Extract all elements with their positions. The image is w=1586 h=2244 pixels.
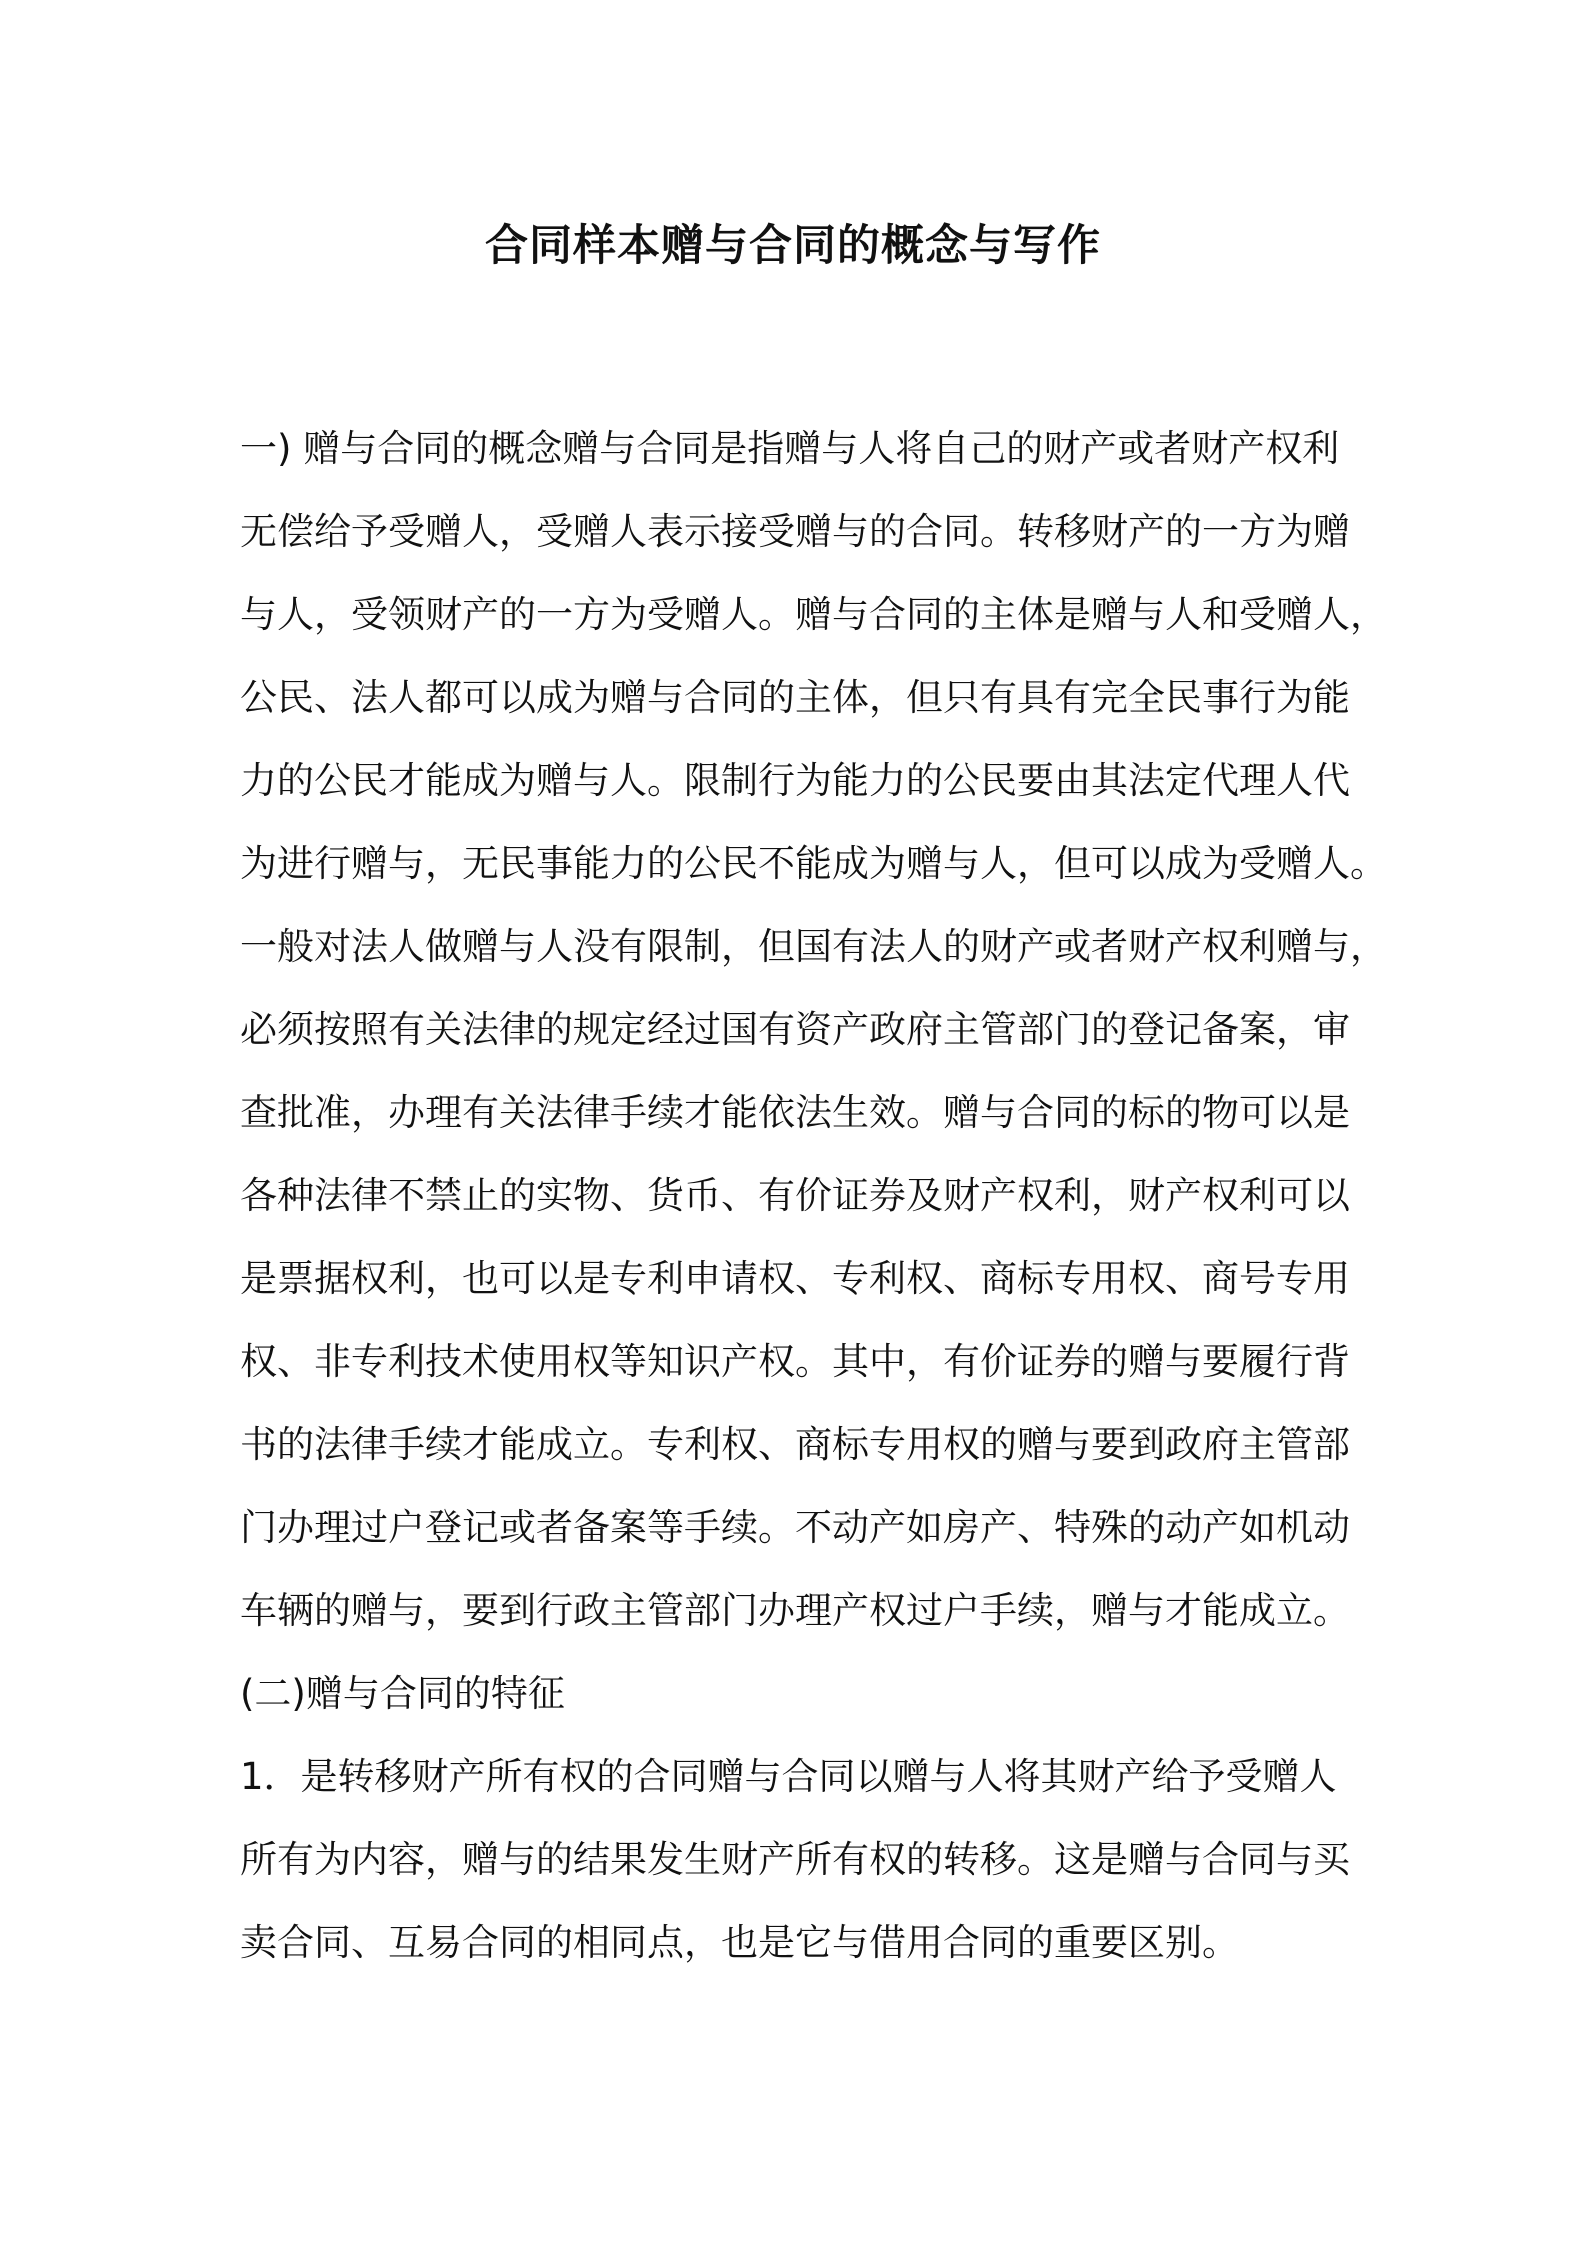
body-line: 力的公民才能成为赠与人。限制行为能力的公民要由其法定代理人代	[240, 759, 1350, 802]
body-line: 所有为内容，赠与的结果发生财产所有权的转移。这是赠与合同与买	[240, 1838, 1350, 1881]
body-line: 门办理过户登记或者备案等手续。不动产如房产、特殊的动产如机动	[240, 1506, 1350, 1549]
body-line: 一般对法人做赠与人没有限制，但国有法人的财产或者财产权利赠与，	[240, 925, 1387, 968]
body-line: 公民、法人都可以成为赠与合同的主体，但只有具有完全民事行为能	[240, 676, 1350, 719]
body-line: 书的法律手续才能成立。专利权、商标专用权的赠与要到政府主管部	[240, 1423, 1350, 1466]
body-line: 一) 赠与合同的概念赠与合同是指赠与人将自己的财产或者财产权利	[240, 427, 1340, 470]
body-line: 1．是转移财产所有权的合同赠与合同以赠与人将其财产给予受赠人	[240, 1755, 1337, 1798]
section-heading: (二)赠与合同的特征	[240, 1672, 565, 1715]
body-line: 查批准，办理有关法律手续才能依法生效。赠与合同的标的物可以是	[240, 1091, 1350, 1134]
body-line: 与人，受领财产的一方为受赠人。赠与合同的主体是赠与人和受赠人，	[240, 593, 1387, 636]
body-line: 无偿给予受赠人，受赠人表示接受赠与的合同。转移财产的一方为赠	[240, 510, 1350, 553]
document-title: 合同样本赠与合同的概念与写作	[485, 221, 1101, 271]
body-line: 各种法律不禁止的实物、货币、有价证券及财产权利，财产权利可以	[240, 1174, 1350, 1217]
body-line: 权、非专利技术使用权等知识产权。其中，有价证券的赠与要履行背	[240, 1340, 1350, 1383]
body-line: 是票据权利，也可以是专利申请权、专利权、商标专用权、商号专用	[240, 1257, 1350, 1300]
body-line: 车辆的赠与，要到行政主管部门办理产权过户手续，赠与才能成立。	[240, 1589, 1350, 1632]
body-line: 为进行赠与，无民事能力的公民不能成为赠与人，但可以成为受赠人。	[240, 842, 1387, 885]
document-body	[240, 407, 1387, 1984]
body-line: 卖合同、互易合同的相同点，也是它与借用合同的重要区别。	[240, 1921, 1239, 1964]
body-line: 必须按照有关法律的规定经过国有资产政府主管部门的登记备案，审	[240, 1008, 1350, 1051]
